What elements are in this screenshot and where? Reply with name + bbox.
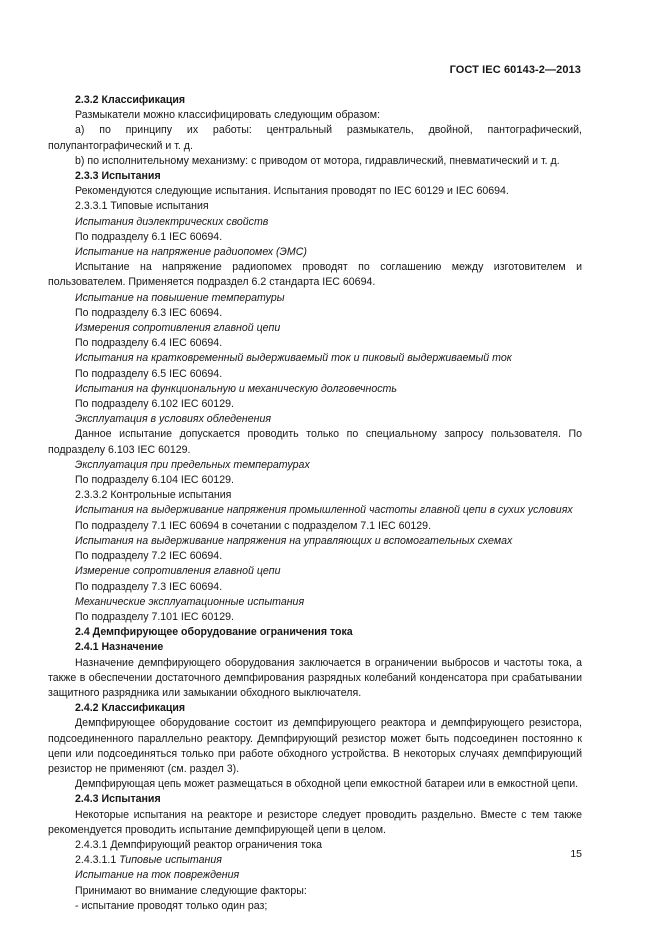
subheading-2-4-3-1: 2.4.3.1 Демпфирующий реактор ограничения тока <box>75 838 323 851</box>
subheading-title: Типовые испытания <box>119 854 222 867</box>
test-title: Испытания диэлектрических свойств <box>75 215 269 228</box>
page-number: 15 <box>570 848 582 860</box>
paragraph: Демпфирующая цепь может размещаться в обходной цепи емкостной батареи или в емкостной цепи. <box>75 778 579 791</box>
test-title: Испытание на ток повреждения <box>75 869 240 882</box>
heading-2-4-3: 2.4.3 Испытания <box>75 793 161 806</box>
test-reference: По подразделу 7.1 IEC 60694 в сочетании с подразделом 7.1 IEC 60129. <box>75 519 432 532</box>
heading-2-4-1: 2.4.1 Назначение <box>75 641 164 654</box>
paragraph: Принимают во внимание следующие факторы: <box>75 884 307 897</box>
subheading-2-3-3-2: 2.3.3.2 Контрольные испытания <box>75 489 232 502</box>
test-title: Эксплуатация в условиях обледенения <box>75 413 272 426</box>
test-title: Механические эксплуатационные испытания <box>75 595 305 608</box>
test-title: Испытания на выдерживание напряжения промышленной частоты главной цепи в сухих условиях <box>75 504 573 517</box>
heading-2-4-2: 2.4.2 Классификация <box>75 702 186 715</box>
test-reference: По подразделу 6.4 IEC 60694. <box>75 337 223 350</box>
paragraph: Демпфирующее оборудование состоит из демпфирующего реактора и демпфирующего резистора, подсоединенного параллельно реактору. Демпфирующий резистор может быть подсоединен постоянно к цепи или подсоединяться только при работе обходного устройства. В некоторых случаях демпфирующий резистор не применяют (см. раздел 3). <box>48 717 582 775</box>
test-reference: По подразделу 6.5 IEC 60694. <box>75 367 223 380</box>
test-reference: По подразделу 7.3 IEC 60694. <box>75 580 223 593</box>
paragraph: Испытание на напряжение радиопомех проводят по соглашению между изготовителем и пользователем. Применяется подраздел 6.2 стандарта IEC 60694. <box>48 261 582 289</box>
list-item-a: a) по принципу их работы: центральный размыкатель, двойной, пантографический, полупантографический и т. д. <box>48 124 582 152</box>
test-title: Испытание на напряжение радиопомех (ЭМС) <box>75 246 307 259</box>
test-title: Испытания на выдерживание напряжения на управляющих и вспомогательных схемах <box>75 534 513 547</box>
page-body <box>48 93 582 914</box>
paragraph: Данное испытание допускается проводить только по специальному запросу пользователя. По подразделу 6.103 IEC 60129. <box>48 428 582 456</box>
test-reference: По подразделу 6.1 IEC 60694. <box>75 230 223 243</box>
test-reference: По подразделу 6.104 IEC 60129. <box>75 474 234 487</box>
paragraph: Некоторые испытания на реакторе и резисторе следует проводить раздельно. Вместе с тем также рекомендуется проводить испытание демпфирующей цепи в целом. <box>48 808 582 836</box>
test-title: Измерения сопротивления главной цепи <box>75 322 281 335</box>
test-reference: По подразделу 7.101 IEC 60129. <box>75 610 234 623</box>
list-item-b: b) по исполнительному механизму: с приводом от мотора, гидравлический, пневматический и т. д. <box>75 154 560 167</box>
subheading-2-4-3-1-1 <box>48 853 582 868</box>
heading-2-4: 2.4 Демпфирующее оборудование ограничения тока <box>75 626 353 639</box>
paragraph: Рекомендуются следующие испытания. Испытания проводят по IEC 60129 и IEC 60694. <box>75 185 509 198</box>
test-title: Эксплуатация при предельных температурах <box>75 458 310 471</box>
paragraph: Размыкатели можно классифицировать следующим образом: <box>75 109 381 122</box>
test-title: Испытания на функциональную и механическую долговечность <box>75 382 397 395</box>
test-reference: По подразделу 7.2 IEC 60694. <box>75 550 223 563</box>
test-title: Измерение сопротивления главной цепи <box>75 565 281 578</box>
paragraph: Назначение демпфирующего оборудования заключается в ограничении выбросов и частоты тока, а также в обеспечении достаточного демпфирования разрядных колебаний конденсатора при срабатывании защитного разрядника или замыкании обходного выключателя. <box>48 656 582 699</box>
list-item: - испытание проводят только один раз; <box>75 899 268 912</box>
test-reference: По подразделу 6.3 IEC 60694. <box>75 306 223 319</box>
standard-designation: ГОСТ IEC 60143-2—2013 <box>449 64 581 76</box>
heading-2-3-2: 2.3.2 Классификация <box>75 94 186 106</box>
subheading-2-3-3-1: 2.3.3.1 Типовые испытания <box>75 200 209 213</box>
test-reference: По подразделу 6.102 IEC 60129. <box>75 398 234 411</box>
test-title: Испытание на повышение температуры <box>75 291 285 304</box>
test-title: Испытания на кратковременный выдерживаемый ток и пиковый выдерживаемый ток <box>75 352 512 365</box>
heading-2-3-3: 2.3.3 Испытания <box>75 170 161 183</box>
subheading-number: 2.4.3.1.1 <box>75 854 120 867</box>
